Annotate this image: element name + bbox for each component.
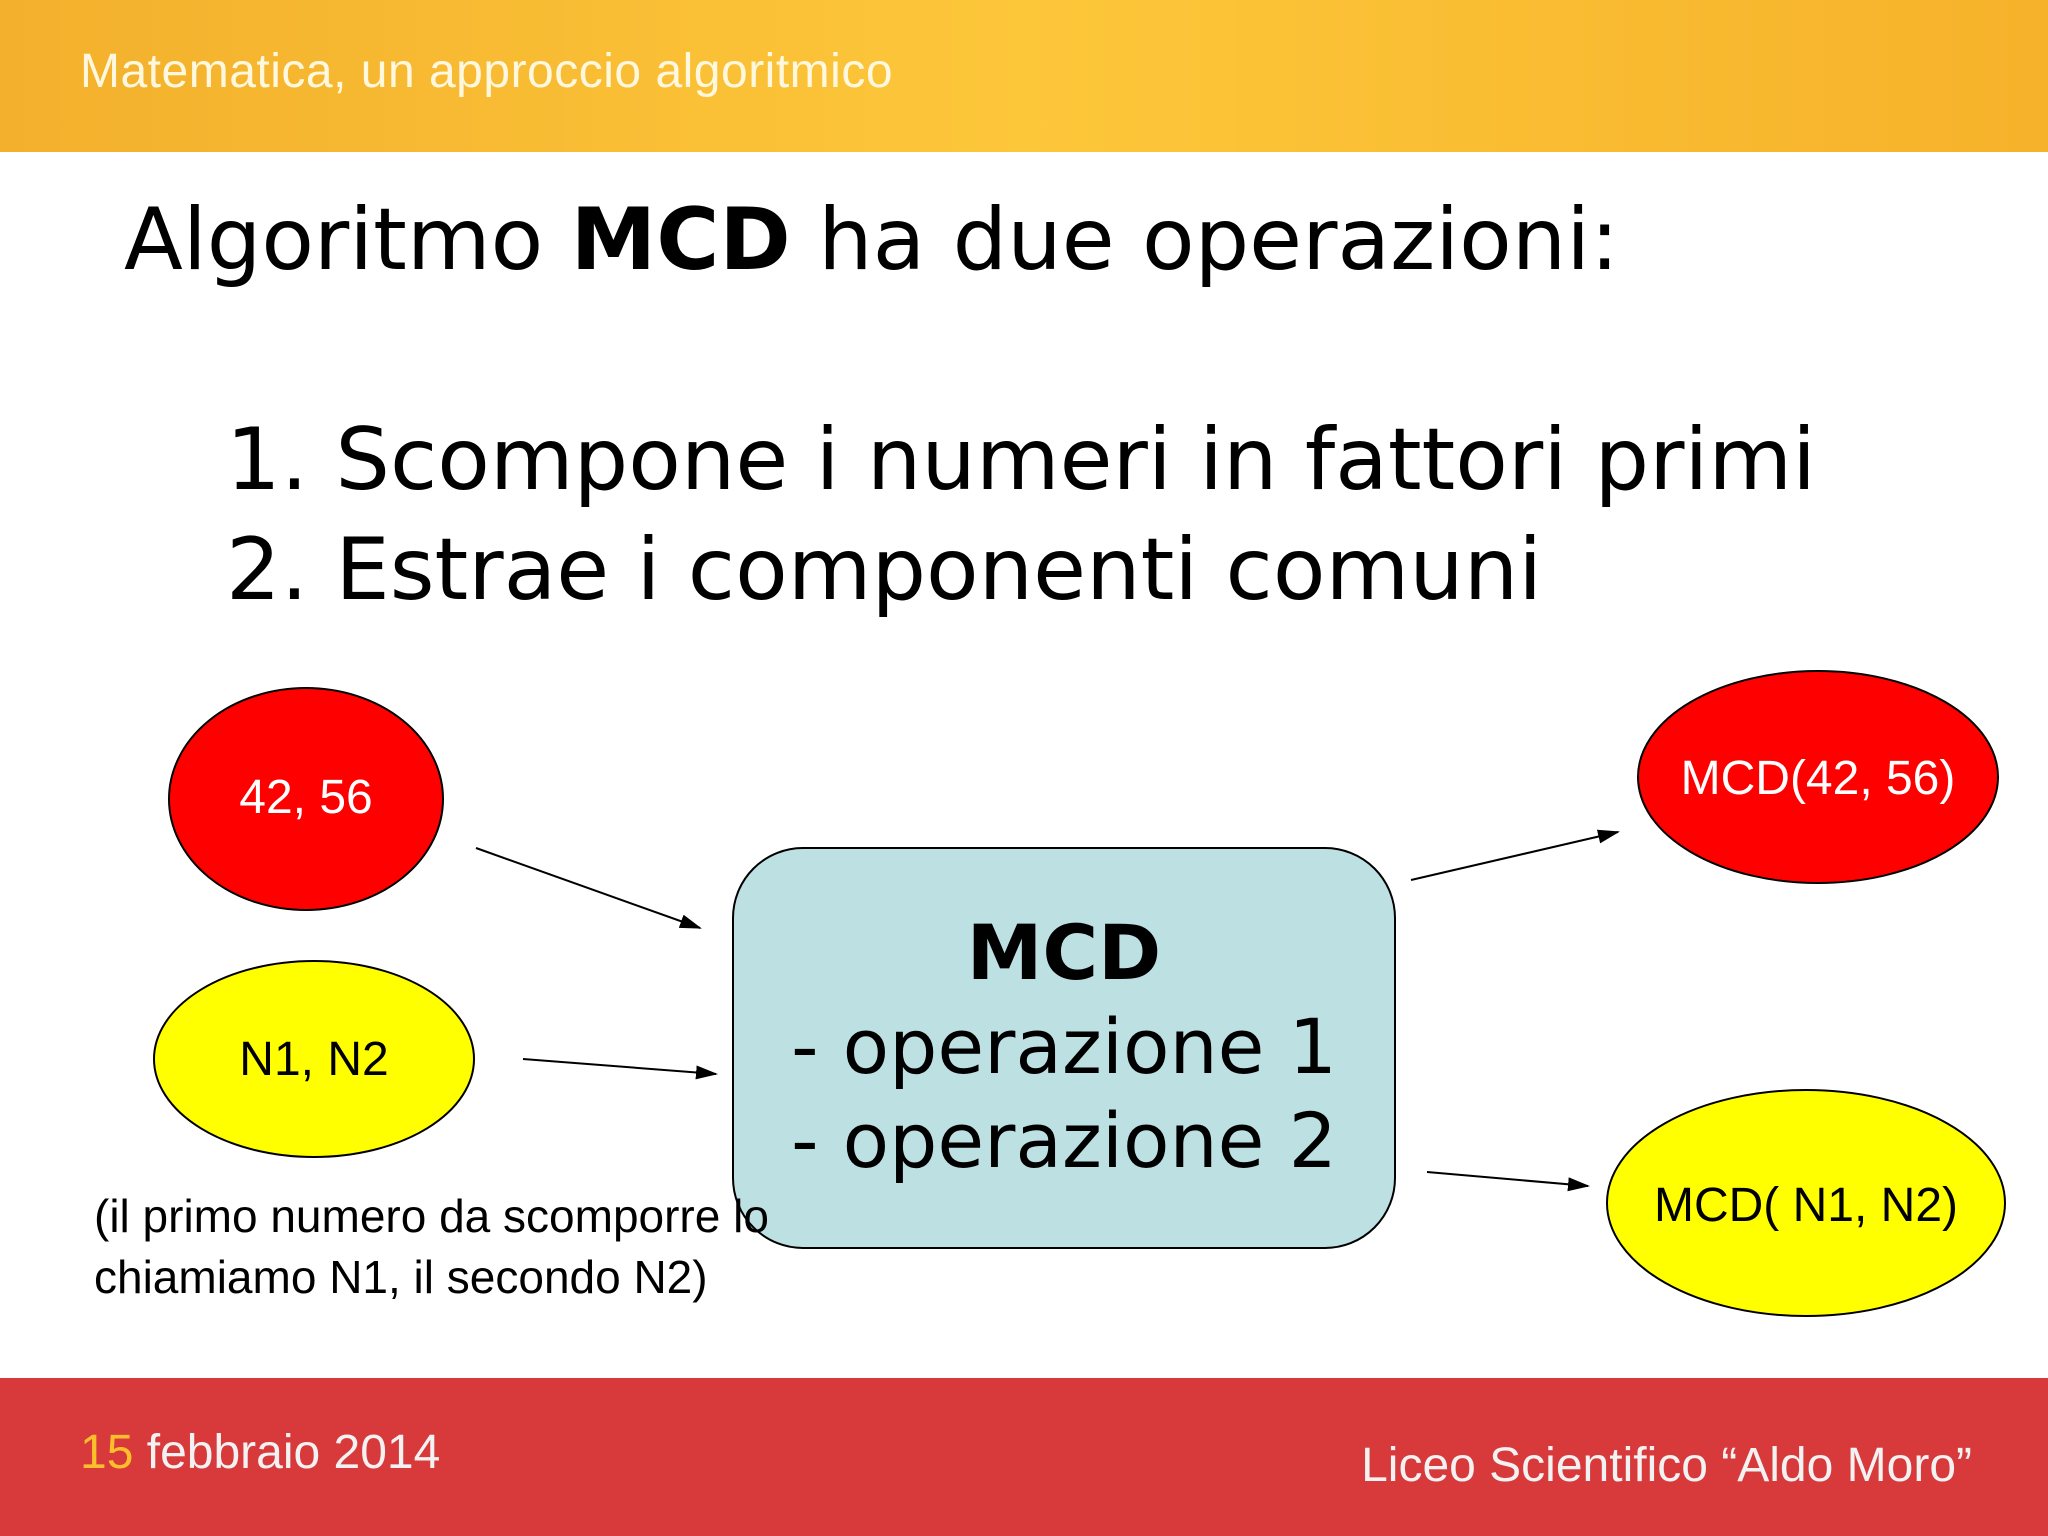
header-title: Matematica, un approccio algoritmico	[80, 45, 894, 98]
mcd-box-content	[734, 906, 1394, 1188]
arrow-input-example	[476, 848, 700, 928]
input-example-label: 42, 56	[239, 771, 373, 824]
arrow-output-example	[1411, 832, 1618, 880]
mcd-box-line: - operazione 1	[791, 1002, 1337, 1091]
input-generic-label: N1, N2	[239, 1033, 389, 1086]
output-example-label: MCD(42, 56)	[1680, 752, 1956, 805]
naming-note: (il primo numero da scomporre lo chiamiamo N1, il secondo N2)	[94, 1190, 769, 1303]
mcd-box-line: - operazione 2	[791, 1096, 1337, 1185]
output-generic-label: MCD( N1, N2)	[1653, 1179, 1958, 1232]
step-item: 1. Scompone i numeri in fattori primi	[226, 410, 1816, 510]
title-prefix: Algoritmo	[124, 190, 571, 290]
footer-date	[80, 1425, 440, 1480]
arrow-input-generic	[523, 1059, 716, 1074]
step-item: 2. Estrae i componenti comuni	[226, 520, 1543, 620]
title-bold: MCD	[570, 190, 791, 290]
footer-date-rest: febbraio 2014	[133, 1426, 441, 1479]
footer-date-day: 15	[80, 1426, 134, 1479]
arrow-output-generic	[1427, 1172, 1588, 1186]
title-suffix: ha due operazioni:	[790, 190, 1620, 290]
footer-school: Liceo Scientifico “Aldo Moro”	[1361, 1439, 1972, 1492]
mcd-box-title: MCD	[966, 908, 1162, 997]
